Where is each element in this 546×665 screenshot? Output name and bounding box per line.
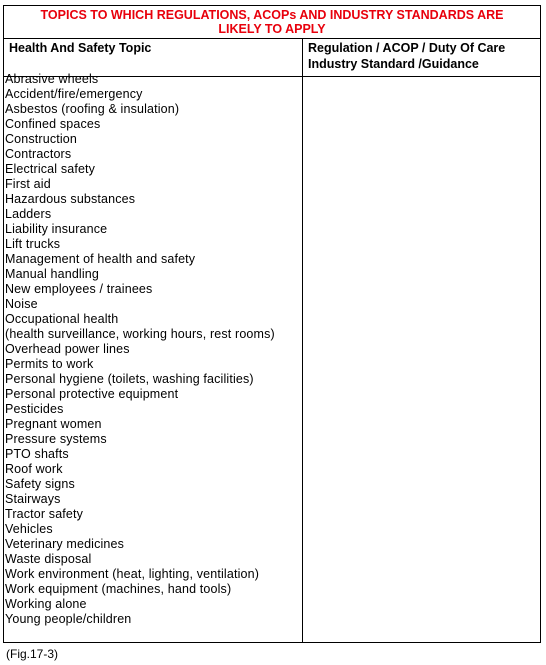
topic-item: Pressure systems [5, 432, 107, 446]
regulation-column-header [308, 41, 505, 72]
topic-item: Abrasive wheels [5, 72, 99, 86]
topic-item: PTO shafts [5, 447, 69, 461]
topic-item: Occupational health [5, 312, 119, 326]
topic-item: Pregnant women [5, 417, 102, 431]
topic-item: Liability insurance [5, 222, 108, 236]
topic-item: Young people/children [5, 612, 132, 626]
topic-item: Work equipment (machines, hand tools) [5, 582, 232, 596]
column-divider [302, 39, 303, 642]
regulation-header-line-1: Regulation / ACOP / Duty Of Care [308, 41, 506, 55]
topic-item: Waste disposal [5, 552, 92, 566]
topic-item: Working alone [5, 597, 87, 611]
topic-item: Lift trucks [5, 237, 61, 251]
table-title-line-1: TOPICS TO WHICH REGULATIONS, ACOPs AND INDUSTRY STANDARDS ARE [40, 8, 504, 22]
topic-item: Personal protective equipment [5, 387, 179, 401]
topic-item: Construction [5, 132, 77, 146]
topic-list [5, 72, 275, 627]
topic-item: Asbestos (roofing & insulation) [5, 102, 180, 116]
topic-item: Manual handling [5, 267, 99, 281]
table-title-line-2: LIKELY TO APPLY [218, 22, 326, 36]
topic-item: Pesticides [5, 402, 64, 416]
topic-item: Vehicles [5, 522, 53, 536]
topic-item: Ladders [5, 207, 52, 221]
topic-item: Roof work [5, 462, 63, 476]
topic-item: Personal hygiene (toilets, washing facilities) [5, 372, 254, 386]
topic-item: Overhead power lines [5, 342, 130, 356]
topic-item: Confined spaces [5, 117, 101, 131]
topic-item: Safety signs [5, 477, 75, 491]
topic-item: Work environment (heat, lighting, ventilation) [5, 567, 260, 581]
topic-item: Management of health and safety [5, 252, 196, 266]
topic-item: Hazardous substances [5, 192, 136, 206]
regulation-header-line-2: Industry Standard /Guidance [308, 56, 479, 71]
topic-item: Accident/fire/emergency [5, 87, 143, 101]
figure-caption: (Fig.17-3) [6, 647, 59, 661]
topic-item: Contractors [5, 147, 72, 161]
topic-item: Veterinary medicines [5, 537, 125, 551]
topic-item: New employees / trainees [5, 282, 153, 296]
topic-item: Electrical safety [5, 162, 96, 176]
topic-item: Stairways [5, 492, 61, 506]
topic-item: Tractor safety [5, 507, 84, 521]
table-title [4, 6, 540, 39]
topic-item: Noise [5, 297, 38, 311]
topic-item: (health surveillance, working hours, rest rooms) [5, 327, 275, 341]
topic-item: First aid [5, 177, 51, 191]
topic-item: Permits to work [5, 357, 94, 371]
topic-column-header: Health And Safety Topic [9, 41, 152, 55]
